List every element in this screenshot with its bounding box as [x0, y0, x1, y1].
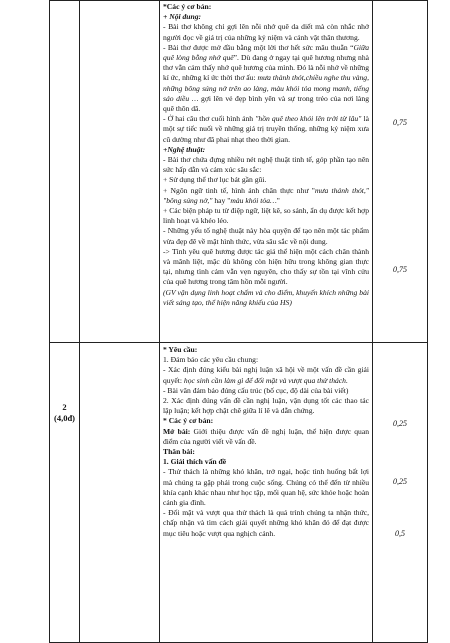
paragraph: - Đối mặt và vượt qua thử thách là quá trình chúng ta nhận thức, chấp nhận và tìm cách giải quyết những khó khăn đó để đạt được mục tiêu hoặc vượt qua nghịch cảnh.: [163, 508, 369, 538]
content-subheading: + Nội dung:: [163, 12, 202, 22]
teacher-note: (GV vận dụng linh hoạt chấm và cho điểm, khuyến khích những bài viết sáng tạo, thể hiện năng khiếu của HS): [163, 287, 369, 307]
paragraph: 1. Đảm bảo các yêu cầu chung:: [163, 355, 259, 365]
basic-ideas-heading: * Các ý cơ bản:: [163, 416, 214, 426]
paragraph: - Thử thách là những khó khăn, trở ngại, hoặc tình huống bất lợi mà chúng ta gặp phải trong cuộc sống. Chúng có thể đến từ nhiều khía cạnh khác nhau như học tập, mối quan hệ, sức khỏe hoặc hoàn cảnh gia đình.: [163, 467, 369, 508]
score-value: 0,5: [395, 529, 405, 538]
question-number: 2: [62, 402, 67, 412]
score-value: 0,75: [393, 265, 407, 274]
content-cell: [160, 343, 373, 643]
paragraph: -> Tình yêu quê hương được tác giả thể hiện một cách chân thành và mãnh liệt, mặc dù không còn hiện hữu trong không gian thực tại, nhưng tình cảm vẫn vẹn nguyên, cho thấy sự tồn tại vĩnh cửu của quê hương trong tâm hồn mỗi người.: [163, 246, 369, 287]
question-cell-empty: [50, 1, 80, 343]
paragraph: - Bài văn đảm bảo đúng cấu trúc (bố cục, độ dài của bài viết): [163, 385, 349, 395]
question-points: (4,0đ): [53, 413, 75, 423]
body-heading: Thân bài:: [163, 447, 195, 457]
paragraph: + Sử dụng thể thơ lục bát gần gũi.: [163, 175, 267, 185]
score-cell: [373, 343, 428, 643]
art-subheading: +Nghệ thuật:: [163, 144, 206, 154]
content-cell: [160, 1, 373, 343]
paragraph: - Xác định đúng kiểu bài nghị luận xã hội về một vấn đề cần giải quyết: học sinh cần làm gì để đối mặt và vượt qua thử thách.: [163, 365, 369, 385]
score-value: 0,75: [393, 118, 407, 127]
score-cell: [373, 1, 428, 343]
paragraph: - Ở hai câu thơ cuối hình ảnh "hồn quê theo khói lên trời từ lâu" là một sự tiếc nuối về những giá trị truyền thống, những kỷ niệm xưa cũ dường như đã phai nhạt theo thời gian.: [163, 114, 369, 144]
paragraph: - Bài thơ được mở đầu bằng một lời thơ hết sức mâu thuẫn “Giữa quê lòng bỗng nhớ quê”. Dù đang ở ngay tại quê hương nhưng nhà thơ vẫn cảm thấy nhớ quê hương của mình. Đó là nỗi nhớ về những kí ức, những kí ức thời thơ ấu: mưa thành thót,chiều nghe thu vàng, những bông súng nở trên ao làng, màu khói tỏa mong manh, tiếng sáo diều … gợi lên vẻ đẹp bình yên và sự trong trẻo của nơi làng quê thôn dã.: [163, 42, 370, 114]
score-value: 0,25: [393, 477, 407, 486]
paragraph: Mở bài: Giới thiệu được vấn đề nghị luận, thể hiện được quan điểm của người viết về vấn đề.: [163, 426, 369, 446]
score-value: 0,25: [393, 419, 407, 428]
blank-cell: [80, 1, 160, 343]
paragraph: - Những yếu tố nghệ thuật này hòa quyện để tạo nên một tác phẩm vừa đẹp đẽ về mặt hình thức, vừa sâu sắc về nội dung.: [163, 226, 369, 246]
paragraph: 2. Xác định đúng vấn đề cần nghị luận, vận dụng tốt các thao tác lập luận; kết hợp chặt chẽ giữa lí lẽ và dẫn chứng.: [163, 396, 369, 416]
paragraph: - Bài thơ chứa đựng nhiều nét nghệ thuật tinh tế, góp phần tạo nên sức hấp dẫn và cảm xúc sâu sắc:: [163, 155, 369, 175]
section-heading: 1. Giải thích vấn đề: [163, 457, 227, 467]
blank-cell: [80, 343, 160, 643]
answer-key-table: [49, 0, 428, 643]
table-row-poem-answer: [50, 1, 428, 343]
basic-ideas-heading: *Các ý cơ bản:: [163, 2, 212, 11]
paragraph: - Bài thơ không chỉ gợi lên nỗi nhớ quê da diết mà còn nhắc nhở người đọc về giá trị của những kỷ niệm và cảnh vật thân thương.: [163, 22, 369, 42]
question-number-cell: [50, 343, 80, 643]
table-row-essay-answer: [50, 343, 428, 643]
paragraph: + Ngôn ngữ tinh tế, hình ảnh chân thực như "mưa thánh thót," "bông súng nở," hay "màu khói tỏa…": [163, 185, 370, 205]
requirements-heading: * Yêu cầu:: [163, 345, 198, 354]
paragraph: + Các biện pháp tu từ điệp ngữ, liệt kê, so sánh, ẩn dụ được kết hợp linh hoạt và khéo léo.: [163, 206, 369, 226]
